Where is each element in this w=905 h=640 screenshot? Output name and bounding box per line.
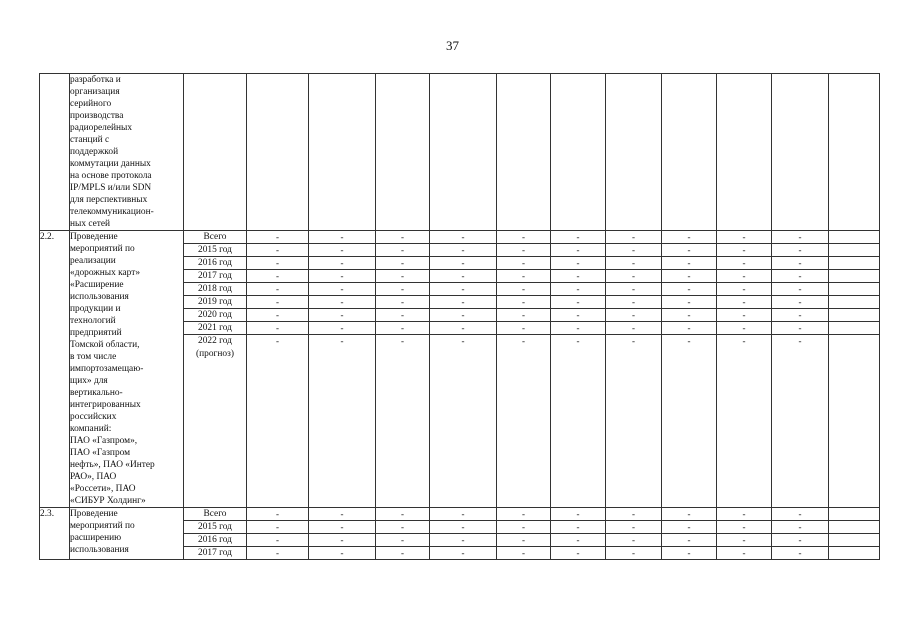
value-cell: - bbox=[772, 508, 829, 521]
value-cell: - bbox=[606, 547, 662, 560]
year-label: Всего bbox=[184, 231, 247, 244]
empty-cell bbox=[829, 296, 880, 309]
value-cell: - bbox=[717, 521, 772, 534]
value-cell: - bbox=[606, 296, 662, 309]
value-cell: - bbox=[430, 231, 497, 244]
value-cell: - bbox=[551, 244, 606, 257]
text-line: Томской области, bbox=[70, 340, 140, 350]
year-label: 2019 год bbox=[184, 296, 247, 309]
value-cell: - bbox=[772, 231, 829, 244]
text-line: производства bbox=[70, 111, 124, 121]
value-cell: - bbox=[717, 309, 772, 322]
value-cell: - bbox=[430, 244, 497, 257]
text-line: российских bbox=[70, 412, 117, 422]
value-cell: - bbox=[430, 257, 497, 270]
text-line: «дорожных карт» bbox=[70, 268, 141, 278]
value-cell: - bbox=[309, 231, 376, 244]
empty-cell bbox=[829, 322, 880, 335]
value-cell: - bbox=[606, 270, 662, 283]
value-cell: - bbox=[772, 296, 829, 309]
value-cell: - bbox=[662, 296, 717, 309]
value-cell: - bbox=[772, 283, 829, 296]
value-cell: - bbox=[247, 508, 309, 521]
text-line: технологий bbox=[70, 316, 116, 326]
value-cell: - bbox=[430, 296, 497, 309]
empty-cell bbox=[829, 257, 880, 270]
value-cell: - bbox=[497, 534, 551, 547]
value-cell: - bbox=[376, 508, 430, 521]
value-cell: - bbox=[497, 257, 551, 270]
empty-cell bbox=[829, 534, 880, 547]
value-cell: - bbox=[717, 231, 772, 244]
value-cell: - bbox=[309, 508, 376, 521]
year-label: 2017 год bbox=[184, 547, 247, 560]
table-row bbox=[40, 231, 880, 244]
value-cell: - bbox=[376, 270, 430, 283]
value-cell: - bbox=[662, 283, 717, 296]
empty-cell bbox=[829, 547, 880, 560]
value-cell: - bbox=[551, 257, 606, 270]
value-cell: - bbox=[551, 283, 606, 296]
value-cell: - bbox=[497, 309, 551, 322]
text-line: для перспективных bbox=[70, 195, 148, 205]
value-cell: - bbox=[606, 257, 662, 270]
value-cell: - bbox=[551, 296, 606, 309]
value-cell: - bbox=[376, 335, 430, 508]
empty-cell bbox=[606, 74, 662, 231]
value-cell: - bbox=[309, 534, 376, 547]
value-cell: - bbox=[430, 270, 497, 283]
empty-cell bbox=[829, 508, 880, 521]
row-number-cell bbox=[40, 74, 70, 231]
year-label: 2015 год bbox=[184, 244, 247, 257]
page-number: 37 bbox=[446, 38, 459, 53]
value-cell: - bbox=[662, 257, 717, 270]
year-label: 2018 год bbox=[184, 283, 247, 296]
value-cell: - bbox=[717, 322, 772, 335]
empty-cell bbox=[829, 244, 880, 257]
text-line: поддержкой bbox=[70, 147, 119, 157]
value-cell: - bbox=[430, 534, 497, 547]
text-line: разработка и bbox=[70, 75, 121, 85]
text-line: продукции и bbox=[70, 304, 121, 314]
value-cell: - bbox=[497, 231, 551, 244]
value-cell: - bbox=[717, 508, 772, 521]
value-cell: - bbox=[717, 534, 772, 547]
value-cell: - bbox=[309, 309, 376, 322]
value-cell: - bbox=[309, 270, 376, 283]
value-cell: - bbox=[430, 547, 497, 560]
value-cell: - bbox=[662, 547, 717, 560]
text-line: «Россети», ПАО bbox=[70, 484, 136, 494]
empty-cell bbox=[829, 521, 880, 534]
value-cell: - bbox=[376, 296, 430, 309]
text-line: в том числе bbox=[70, 352, 117, 362]
value-cell: - bbox=[772, 534, 829, 547]
empty-cell bbox=[829, 74, 880, 231]
empty-cell bbox=[551, 74, 606, 231]
text-line: РАО», ПАО bbox=[70, 472, 117, 482]
text-line: щих» для bbox=[70, 376, 108, 386]
value-cell: - bbox=[430, 335, 497, 508]
text-line: серийного bbox=[70, 99, 112, 109]
value-cell: - bbox=[662, 231, 717, 244]
value-cell: - bbox=[247, 257, 309, 270]
value-cell: - bbox=[606, 335, 662, 508]
value-cell: - bbox=[662, 534, 717, 547]
value-cell: - bbox=[247, 521, 309, 534]
value-cell: - bbox=[376, 547, 430, 560]
forecast-line: 2022 год bbox=[198, 336, 232, 346]
text-line: мероприятий по bbox=[70, 244, 135, 254]
value-cell: - bbox=[497, 244, 551, 257]
text-line: импортозамещаю- bbox=[70, 364, 144, 374]
year-label: 2015 год bbox=[184, 521, 247, 534]
value-cell: - bbox=[606, 244, 662, 257]
year-label: 2021 год bbox=[184, 322, 247, 335]
value-cell: - bbox=[309, 283, 376, 296]
value-cell: - bbox=[247, 335, 309, 508]
text-line: радиорелейных bbox=[70, 123, 133, 133]
value-cell: - bbox=[662, 244, 717, 257]
value-cell: - bbox=[497, 296, 551, 309]
text-line: реализации bbox=[70, 256, 116, 266]
value-cell: - bbox=[717, 244, 772, 257]
value-cell: - bbox=[606, 534, 662, 547]
text-line: «Расширение bbox=[70, 280, 124, 290]
value-cell: - bbox=[717, 283, 772, 296]
row-number: 2.3. bbox=[40, 508, 70, 560]
value-cell: - bbox=[430, 521, 497, 534]
value-cell: - bbox=[606, 322, 662, 335]
value-cell: - bbox=[662, 322, 717, 335]
value-cell: - bbox=[551, 270, 606, 283]
value-cell: - bbox=[309, 547, 376, 560]
value-cell: - bbox=[772, 257, 829, 270]
year-label: 2016 год bbox=[184, 257, 247, 270]
value-cell: - bbox=[497, 283, 551, 296]
text-line: интегрированных bbox=[70, 400, 141, 410]
value-cell: - bbox=[717, 547, 772, 560]
value-cell: - bbox=[772, 270, 829, 283]
value-cell: - bbox=[772, 322, 829, 335]
year-label: 2020 год bbox=[184, 309, 247, 322]
value-cell: - bbox=[430, 309, 497, 322]
text-line: компаний: bbox=[70, 424, 112, 434]
empty-cell bbox=[829, 309, 880, 322]
empty-cell bbox=[376, 74, 430, 231]
value-cell: - bbox=[606, 521, 662, 534]
value-cell: - bbox=[376, 534, 430, 547]
value-cell: - bbox=[662, 335, 717, 508]
value-cell: - bbox=[376, 244, 430, 257]
value-cell: - bbox=[551, 547, 606, 560]
table-row bbox=[40, 508, 880, 521]
value-cell: - bbox=[551, 521, 606, 534]
text-line: использования bbox=[70, 545, 129, 555]
value-cell: - bbox=[662, 270, 717, 283]
text-line: Проведение bbox=[70, 232, 118, 242]
year-label: 2017 год bbox=[184, 270, 247, 283]
empty-cell bbox=[497, 74, 551, 231]
value-cell: - bbox=[497, 322, 551, 335]
value-cell: - bbox=[717, 296, 772, 309]
text-line: телекоммуникацион- bbox=[70, 207, 154, 217]
value-cell: - bbox=[662, 309, 717, 322]
value-cell: - bbox=[376, 521, 430, 534]
value-cell: - bbox=[247, 244, 309, 257]
value-cell: - bbox=[772, 335, 829, 508]
value-cell: - bbox=[497, 508, 551, 521]
value-cell: - bbox=[772, 309, 829, 322]
text-line: IP/MPLS и/или SDN bbox=[70, 183, 152, 193]
row-number: 2.2. bbox=[40, 231, 70, 508]
program-activities-table bbox=[39, 73, 880, 560]
text-line: организация bbox=[70, 87, 120, 97]
value-cell: - bbox=[497, 521, 551, 534]
empty-cell bbox=[829, 270, 880, 283]
value-cell: - bbox=[606, 309, 662, 322]
value-cell: - bbox=[497, 270, 551, 283]
value-cell: - bbox=[772, 244, 829, 257]
empty-cell bbox=[717, 74, 772, 231]
text-line: вертикально- bbox=[70, 388, 123, 398]
value-cell: - bbox=[309, 521, 376, 534]
value-cell: - bbox=[551, 231, 606, 244]
value-cell: - bbox=[376, 283, 430, 296]
empty-cell bbox=[829, 335, 880, 508]
activity-description bbox=[70, 508, 184, 560]
value-cell: - bbox=[551, 508, 606, 521]
value-cell: - bbox=[247, 231, 309, 244]
text-line: использования bbox=[70, 292, 129, 302]
text-line: станций с bbox=[70, 135, 110, 145]
value-cell: - bbox=[662, 521, 717, 534]
value-cell: - bbox=[430, 283, 497, 296]
value-cell: - bbox=[606, 283, 662, 296]
text-line: расширению bbox=[70, 533, 122, 543]
value-cell: - bbox=[430, 322, 497, 335]
value-cell: - bbox=[309, 296, 376, 309]
text-line: ПАО «Газпром», bbox=[70, 436, 138, 446]
text-line: на основе протокола bbox=[70, 171, 152, 181]
value-cell: - bbox=[247, 309, 309, 322]
empty-cell bbox=[430, 74, 497, 231]
value-cell: - bbox=[772, 547, 829, 560]
empty-cell bbox=[662, 74, 717, 231]
value-cell: - bbox=[309, 244, 376, 257]
value-cell: - bbox=[247, 322, 309, 335]
value-cell: - bbox=[376, 257, 430, 270]
forecast-line: (прогноз) bbox=[196, 349, 234, 359]
value-cell: - bbox=[551, 534, 606, 547]
value-cell: - bbox=[247, 296, 309, 309]
value-cell: - bbox=[772, 521, 829, 534]
value-cell: - bbox=[309, 335, 376, 508]
value-cell: - bbox=[717, 270, 772, 283]
table-row-continued bbox=[40, 74, 880, 231]
value-cell: - bbox=[551, 309, 606, 322]
value-cell: - bbox=[247, 534, 309, 547]
value-cell: - bbox=[309, 322, 376, 335]
empty-cell bbox=[772, 74, 829, 231]
text-line: мероприятий по bbox=[70, 521, 135, 531]
value-cell: - bbox=[309, 257, 376, 270]
value-cell: - bbox=[247, 547, 309, 560]
empty-cell bbox=[247, 74, 309, 231]
empty-cell bbox=[309, 74, 376, 231]
text-line: ПАО «Газпром bbox=[70, 448, 131, 458]
activity-description bbox=[70, 231, 184, 508]
text-line: ных сетей bbox=[70, 219, 111, 229]
value-cell: - bbox=[717, 257, 772, 270]
value-cell: - bbox=[551, 335, 606, 508]
year-label-forecast bbox=[184, 335, 247, 508]
empty-cell bbox=[829, 283, 880, 296]
value-cell: - bbox=[376, 309, 430, 322]
value-cell: - bbox=[606, 231, 662, 244]
value-cell: - bbox=[497, 335, 551, 508]
value-cell: - bbox=[551, 322, 606, 335]
empty-cell bbox=[829, 231, 880, 244]
value-cell: - bbox=[662, 508, 717, 521]
text-line: «СИБУР Холдинг» bbox=[70, 496, 146, 506]
empty-cell bbox=[184, 74, 247, 231]
activity-description bbox=[70, 74, 184, 231]
text-line: Проведение bbox=[70, 509, 118, 519]
value-cell: - bbox=[376, 231, 430, 244]
value-cell: - bbox=[247, 283, 309, 296]
text-line: коммутации данных bbox=[70, 159, 151, 169]
text-line: нефть», ПАО «Интер bbox=[70, 460, 155, 470]
value-cell: - bbox=[247, 270, 309, 283]
year-label: Всего bbox=[184, 508, 247, 521]
value-cell: - bbox=[497, 547, 551, 560]
text-line: предприятий bbox=[70, 328, 122, 338]
value-cell: - bbox=[717, 335, 772, 508]
year-label: 2016 год bbox=[184, 534, 247, 547]
value-cell: - bbox=[430, 508, 497, 521]
value-cell: - bbox=[376, 322, 430, 335]
value-cell: - bbox=[606, 508, 662, 521]
